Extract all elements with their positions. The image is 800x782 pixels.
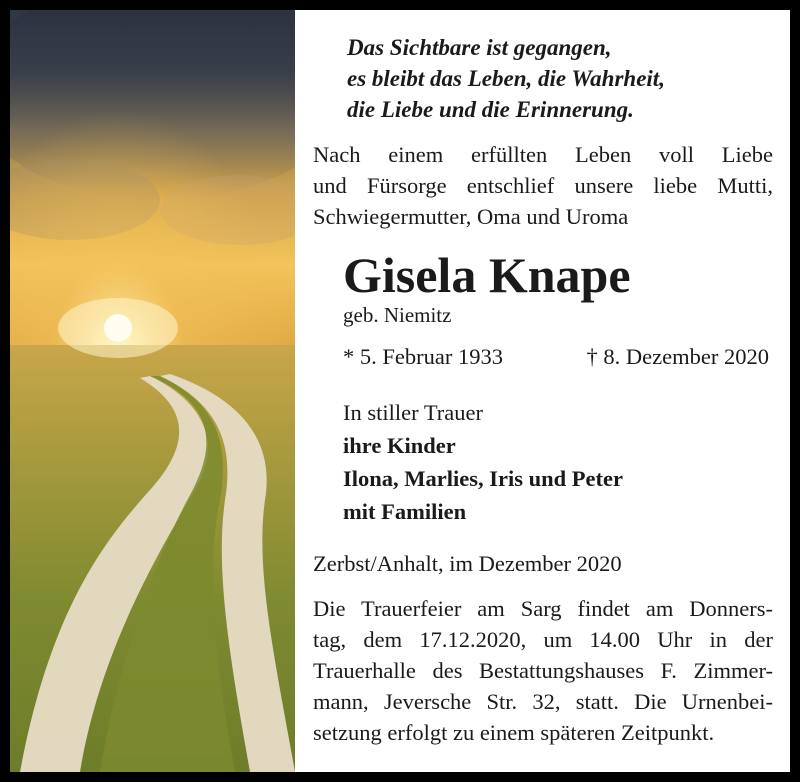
notice-text xyxy=(313,32,773,748)
funeral-line: tag, dem 17.12.2020, um 14.00 Uhr in der xyxy=(313,627,773,652)
quote-line: die Liebe und die Erinnerung. xyxy=(347,97,634,122)
funeral-line: Trauerhalle des Bestattungshauses F. Zimmer- xyxy=(313,658,773,683)
intro-line: Nach einem erfüllten Leben voll Liebe xyxy=(313,142,773,167)
death-date: † 8. Dezember 2020 xyxy=(586,344,769,369)
life-dates xyxy=(343,342,769,372)
funeral-line: Die Trauerfeier am Sarg findet am Donners- xyxy=(313,596,773,621)
birth-name: geb. Niemitz xyxy=(343,303,452,327)
place-date: Zerbst/Anhalt, im Dezember 2020 xyxy=(313,551,622,576)
deceased-name: Gisela Knape xyxy=(343,247,631,303)
mourners-block xyxy=(343,396,773,528)
funeral-line: mann, Jeversche Str. 32, statt. Die Urnenbei- xyxy=(313,689,773,714)
intro-text xyxy=(313,139,773,232)
sunset-path-photo xyxy=(10,10,295,772)
funeral-info xyxy=(313,593,773,748)
quote-line: Das Sichtbare ist gegangen, xyxy=(347,35,612,60)
mourning-intro: In stiller Trauer xyxy=(343,400,483,425)
funeral-line: setzung erfolgt zu einem späteren Zeitpunkt. xyxy=(313,720,715,745)
mourner-line: mit Familien xyxy=(343,499,467,524)
birth-date: * 5. Februar 1933 xyxy=(343,344,503,369)
memorial-quote xyxy=(347,32,773,125)
quote-line: es bleibt das Leben, die Wahrheit, xyxy=(347,66,665,91)
mourner-line: Ilona, Marlies, Iris und Peter xyxy=(343,466,623,491)
intro-line: Schwiegermutter, Oma und Uroma xyxy=(313,204,629,229)
intro-line: und Fürsorge entschlief unsere liebe Mutti, xyxy=(313,173,773,198)
mourner-line: ihre Kinder xyxy=(343,433,456,458)
